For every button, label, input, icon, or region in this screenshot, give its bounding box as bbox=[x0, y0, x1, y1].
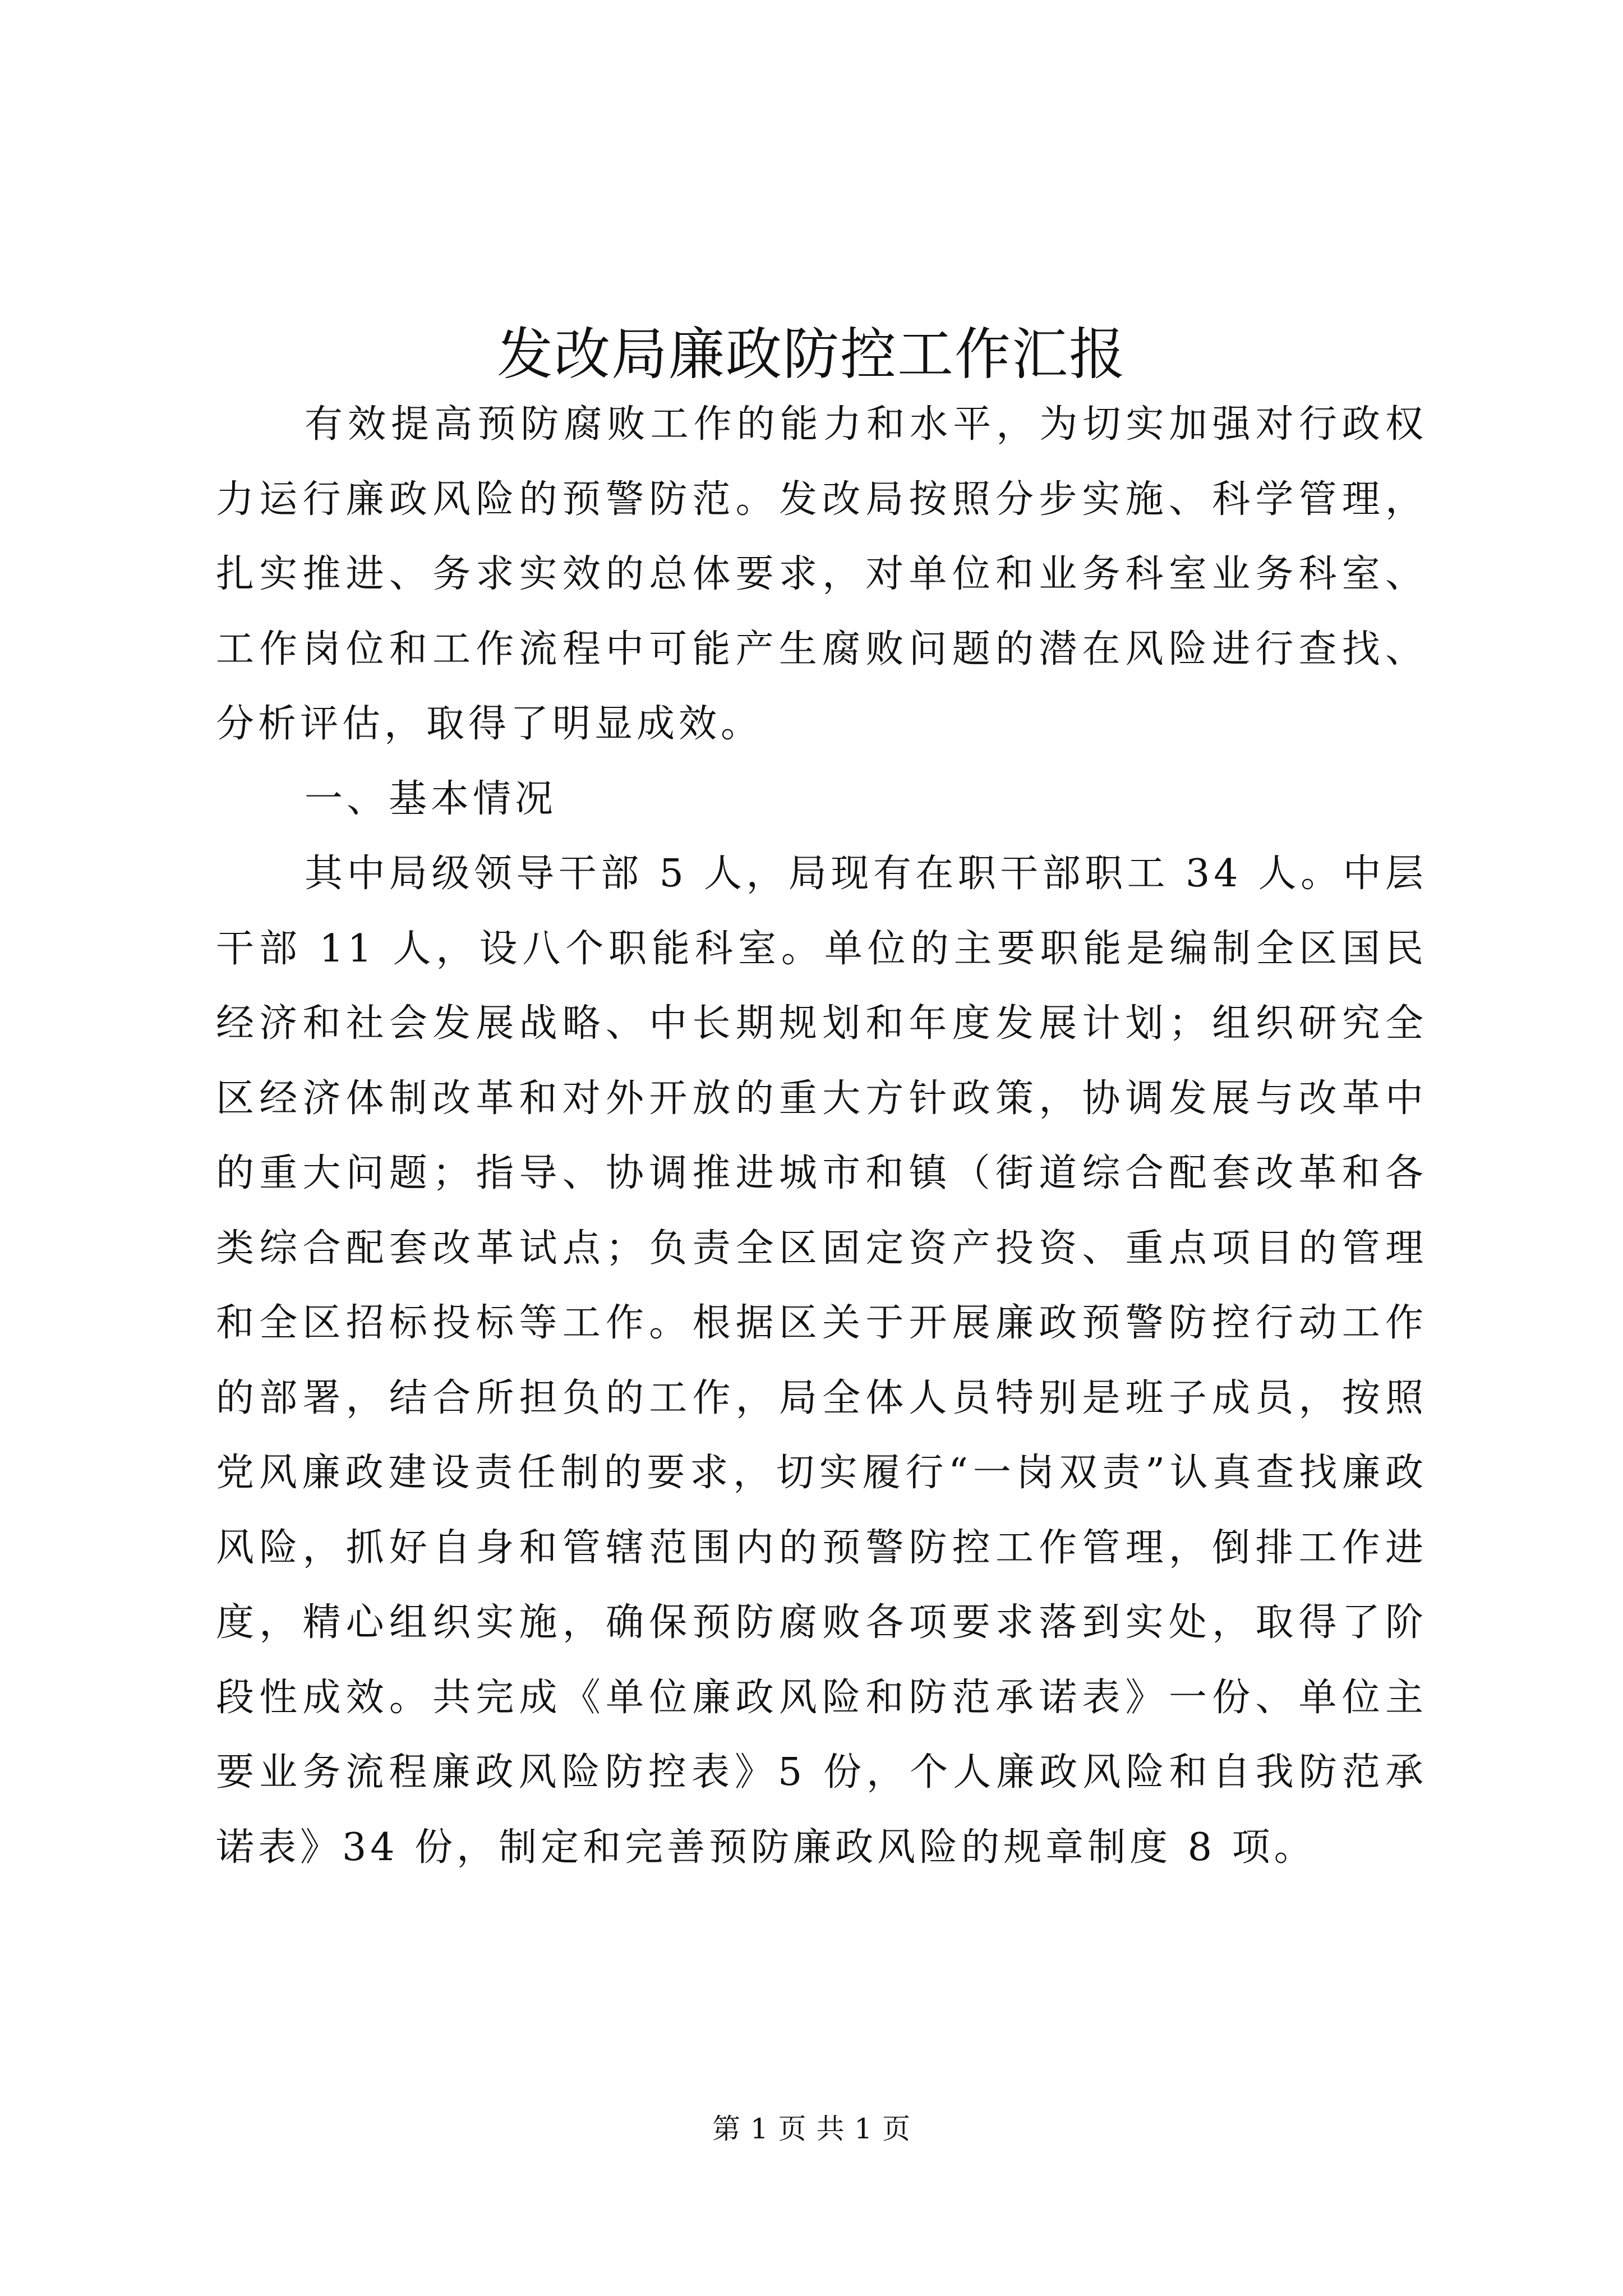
paragraph-intro: 有效提高预防腐败工作的能力和水平，为切实加强对行政权力运行廉政风险的预警防范。发改局按照分步实施、科学管理，扎实推进、务求实效的总体要求，对单位和业务科室业务科室、工作岗位和工作流程中可能产生腐败问题的潜在风险进行查找、分析评估，取得了明显成效。 bbox=[216, 402, 1427, 746]
section-heading-basic-situation: 一、基本情况 bbox=[305, 776, 557, 821]
document-title: 发改局廉政防控工作汇报 bbox=[497, 321, 1126, 387]
document-body bbox=[216, 387, 1427, 1885]
paragraph-basic-situation: 其中局级领导干部 5 人，局现有在职干部职工 34 人。中层干部 11 人，设八个职能科室。单位的主要职能是编制全区国民经济和社会发展战略、中长期规划和年度发展计划；组织研究全区经济体制改革和对外开放的重大方针政策，协调发展与改革中的重大问题；指导、协调推进城市和镇（街道综合配套改革和各类综合配套改革试点；负责全区固定资产投资、重点项目的管理和全区招标投标等工作。根据区关于开展廉政预警防控行动工作的部署，结合所担负的工作，局全体人员特别是班子成员，按照党风廉政建设责任制的要求，切实履行“一岗双责”认真查找廉政风险，抓好自身和管辖范围内的预警防控工作管理，倒排工作进度，精心组织实施，确保预防腐败各项要求落到实处，取得了阶段性成效。共完成《单位廉政风险和防范承诺表》一份、单位主要业务流程廉政风险防控表》5 份，个人廉政风险和自我防范承诺表》34 份，制定和完善预防廉政风险的规章制度 8 项。 bbox=[216, 852, 1427, 1870]
page-number-footer: 第 1 页 共 1 页 bbox=[712, 2113, 911, 2145]
